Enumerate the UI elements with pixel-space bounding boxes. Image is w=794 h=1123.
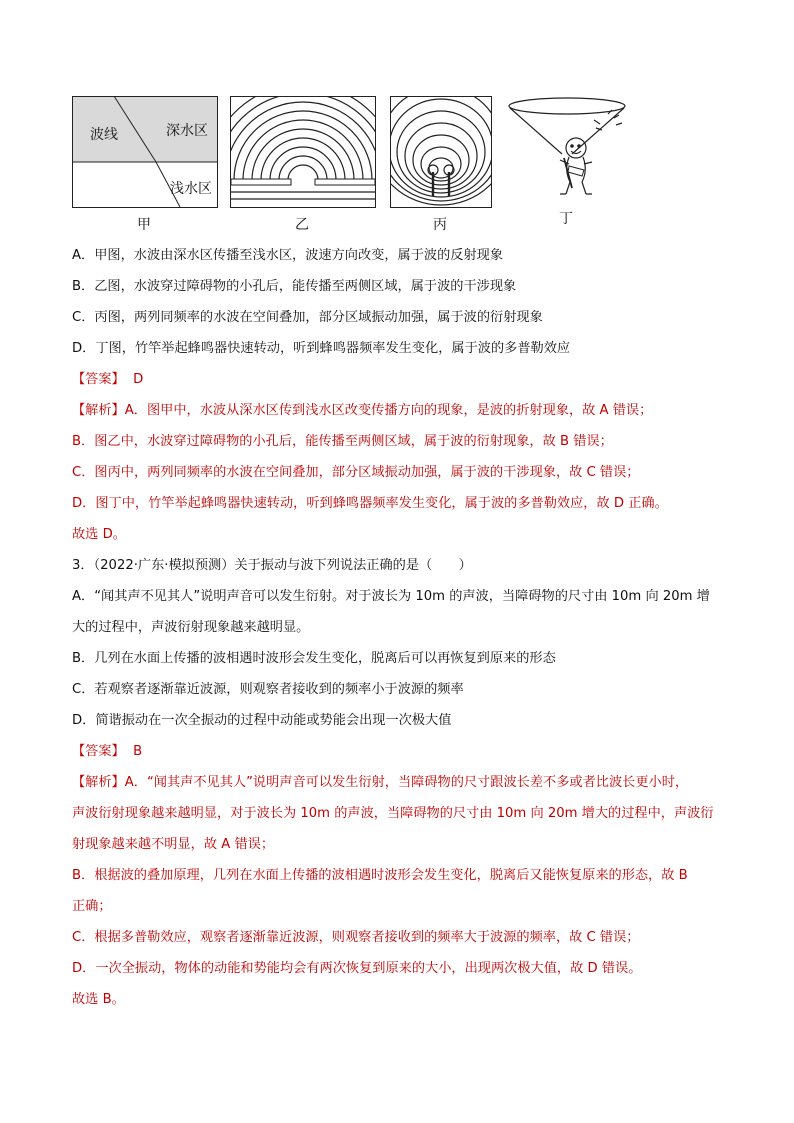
q2-option-a: A．甲图，水波由深水区传播至浅水区，波速方向改变，属于波的反射现象 [72, 248, 504, 263]
analysis-text: A．“闻其声不见其人”说明声音可以发生衍射，当障碍物的尺寸跟波长差不多或者比波长更小时， [124, 775, 689, 790]
q3-stem: 3．（2022·广东·模拟预测）关于振动与波下列说法正确的是（ ） [72, 558, 472, 573]
q3-option-a-line1: A．“闻其声不见其人”说明声音可以发生衍射。对于波长为 10m 的声波，当障碍物的尺寸由 10m 向 20m 增 [72, 589, 710, 604]
doppler-buzzer-diagram [506, 90, 628, 202]
q3-analysis-a-line3: 射现象越来越不明显，故 A 错误； [72, 837, 275, 852]
label-wave-line: 波线 [90, 127, 118, 143]
q2-analysis-a [72, 395, 732, 426]
answer-value: D [133, 372, 144, 387]
q2-conclusion: 故选 D。 [72, 527, 126, 542]
analysis-label: 【解析】 [72, 403, 125, 418]
q3-analysis-d: D．一次全振动，物体的动能和势能均会有两次恢复到原来的大小，出现两次极大值，故 D 错误。 [72, 961, 642, 976]
caption-ding: 丁 [559, 211, 573, 227]
q3-analysis-b-line1: B．根据波的叠加原理，几列在水面上传播的波相遇时波形会发生变化，脱离后又能恢复原来的形态，故 B [72, 868, 688, 883]
q2-analysis-b: B．图乙中，水波穿过障碍物的小孔后，能传播至两侧区域，属于波的衍射现象，故 B 错误； [72, 434, 613, 449]
diffraction-diagram [230, 96, 376, 208]
caption-bing: 丙 [433, 217, 447, 233]
q2-analysis-c: C．图丙中，两列同频率的水波在空间叠加，部分区域振动加强，属于波的干涉现象，故 C 错误； [72, 465, 640, 480]
figure-bing [390, 96, 492, 233]
answer-label: 【答案】 [72, 372, 125, 387]
label-shallow-water: 浅水区 [170, 181, 212, 197]
q3-analysis-c: C．根据多普勒效应，观察者逐渐靠近波源，则观察者接收到的频率大于波源的频率，故 C 错误； [72, 930, 640, 945]
caption-jia: 甲 [137, 217, 151, 233]
answer-label: 【答案】 [72, 744, 125, 759]
q3-answer [72, 736, 732, 767]
q3-analysis-b-line2: 正确； [72, 899, 112, 914]
q2-analysis-d: D．图丁中，竹竿举起蜂鸣器快速转动，听到蜂鸣器频率发生变化，属于波的多普勒效应，故 D 正确。 [72, 496, 668, 511]
q3-option-c: C．若观察者逐渐靠近波源，则观察者接收到的频率小于波源的频率 [72, 682, 464, 697]
analysis-text: A．图甲中，水波从深水区传到浅水区改变传播方向的现象，是波的折射现象，故 A 错误； [124, 403, 653, 418]
answer-value: B [133, 744, 143, 759]
figure-jia [72, 96, 218, 233]
q3-option-a-line2: 大的过程中，声波衍射现象越来越明显。 [72, 620, 310, 635]
q2-answer [72, 364, 732, 395]
figure-row [72, 96, 632, 236]
q3-option-d: D．简谐振动在一次全振动的过程中动能或势能会出现一次极大值 [72, 713, 452, 728]
figure-ding [506, 90, 628, 227]
q2-option-d: D．丁图，竹竿举起蜂鸣器快速转动，听到蜂鸣器频率发生变化，属于波的多普勒效应 [72, 341, 571, 356]
label-deep-water: 深水区 [166, 123, 208, 139]
q3-conclusion: 故选 B。 [72, 992, 125, 1007]
analysis-label: 【解析】 [72, 775, 125, 790]
q3-analysis-a-line1 [72, 767, 732, 798]
figure-yi [230, 96, 376, 233]
q3-analysis-a-line2: 声波衍射现象越来越明显，对于波长为 10m 的声波，当障碍物的尺寸由 10m 向 20m 增大的过程中，声波衍 [72, 806, 714, 821]
q2-option-c: C．丙图，两列同频率的水波在空间叠加，部分区域振动加强，属于波的衍射现象 [72, 310, 543, 325]
interference-diagram [390, 96, 492, 208]
caption-yi: 乙 [295, 217, 309, 233]
question-content [72, 240, 732, 1015]
q2-option-b: B．乙图，水波穿过障碍物的小孔后，能传播至两侧区域，属于波的干涉现象 [72, 279, 517, 294]
q3-option-b: B．几列在水面上传播的波相遇时波形会发生变化，脱离后可以再恢复到原来的形态 [72, 651, 556, 666]
